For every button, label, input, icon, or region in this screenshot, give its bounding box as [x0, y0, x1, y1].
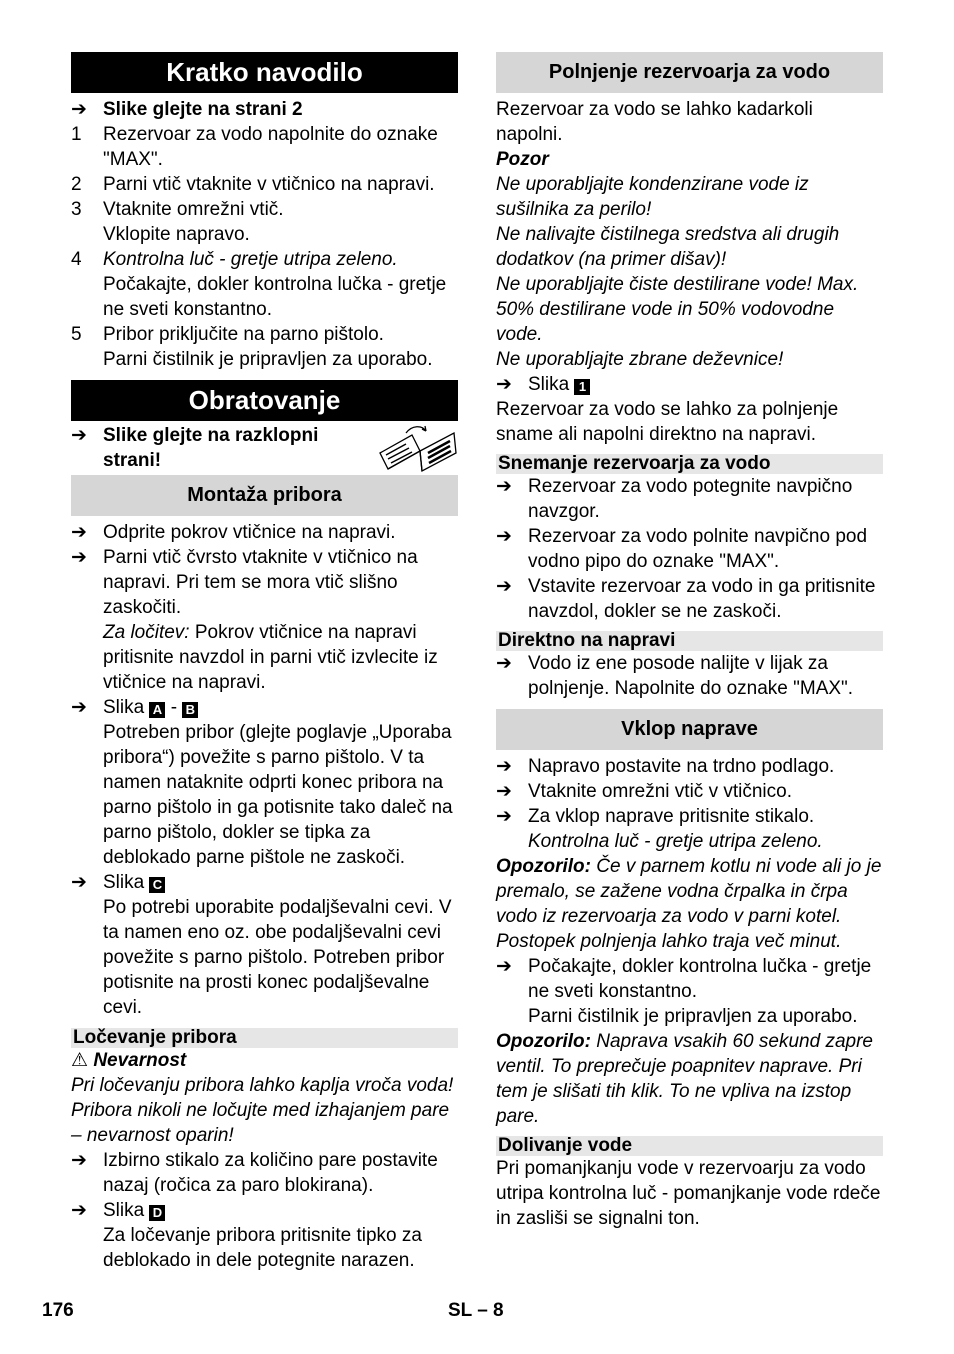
refill-text: Pri pomanjkanju vode v rezervoarju za vodo utripa kontrolna luč - pomanjkanje vode rdeče in zasliši se signalni ton.: [496, 1158, 881, 1229]
left-column: [71, 52, 458, 1273]
arrow-right-icon: ➔: [496, 526, 512, 547]
caution-line: Ne uporabljajte čiste destilirane vode! Max. 50% destilirane vode in 50% vodovodne vode.: [496, 274, 859, 345]
list-item: 2 Parni vtič vtaknite v vtičnico na napravi.: [71, 174, 435, 195]
arrow-right-icon: ➔: [71, 425, 87, 446]
list-item: ➔ Odprite pokrov vtičnice na napravi.: [71, 522, 396, 543]
warning-triangle-icon: ⚠: [71, 1050, 89, 1071]
heading-switch-on: Vklop naprave: [496, 709, 883, 750]
danger-label: ⚠ Nevarnost: [71, 1050, 187, 1071]
figure-label-c: C: [149, 877, 165, 893]
list-item: ➔ Rezervoar za vodo potegnite navpično navzgor.: [496, 476, 853, 522]
arrow-right-icon: ➔: [71, 697, 87, 718]
list-item: ➔ Vstavite rezervoar za vodo in ga pritisnite navzdol, dokler se ne zaskoči.: [496, 576, 876, 622]
op-see-figures: ➔ Slike glejte na razklopni strani!: [71, 423, 458, 475]
danger-text: Pri ločevanju pribora lahko kaplja vroča voda! Pribora nikoli ne ločujte med izhajanjem pare – nevarnost oparin!: [71, 1075, 454, 1146]
heading-remove-water-tank: Snemanje rezervoarja za vodo: [496, 454, 883, 474]
heading-accessory-mounting: Montaža pribora: [71, 475, 458, 516]
arrow-right-icon: ➔: [496, 576, 512, 597]
warning-note: Opozorilo: Naprava vsakih 60 sekund zapre ventil. To preprečuje poapnitev naprave. Pri tem je slišati tih klik. To ne vpliva na izstop pare.: [496, 1031, 873, 1127]
right-column: [496, 52, 883, 1231]
list-item: 3 Vtaknite omrežni vtič. Vklopite napravo.: [71, 199, 284, 245]
arrow-right-icon: ➔: [71, 522, 87, 543]
arrow-right-icon: ➔: [496, 653, 512, 674]
list-item: ➔ Parni vtič čvrsto vtaknite v vtičnico na napravi. Pri tem se mora vtič slišno zaskočiti. Za ločitev: Pokrov vtičnice na napravi pritisnite navzdol in parni vtič izvlecite iz vtičnice na napravi.: [71, 547, 438, 693]
figure-label-a: A: [149, 702, 165, 718]
fill-intro: Rezervoar za vodo se lahko kadarkoli napolni.: [496, 99, 813, 145]
arrow-right-icon: ➔: [71, 872, 87, 893]
list-item: 4 Kontrolna luč - gretje utripa zeleno. Počakajte, dokler kontrolna lučka - gretje ne sveti konstantno.: [71, 249, 447, 320]
list-item: ➔ Počakajte, dokler kontrolna lučka - gretje ne sveti konstantno. Parni čistilnik je pripravljen za uporabo.: [496, 956, 872, 1027]
arrow-right-icon: ➔: [71, 1200, 87, 1221]
list-item: ➔ Slika A - B Potreben pribor (glejte poglavje „Uporaba pribora“) povežite s parno pištolo. V ta namen nataknite odprti konec pribora na parno pištolo in ga potisnite tako daleč na parno pištolo, dokler se tipka za deblokado parne pištole ne zaskoči.: [71, 697, 453, 868]
list-item: ➔ Napravo postavite na trdno podlago.: [496, 756, 835, 777]
heading-fill-water-tank: Polnjenje rezervoarja za vodo: [496, 52, 883, 93]
list-item: ➔ Vodo iz ene posode nalijte v lijak za polnjenje. Napolnite do oznake "MAX".: [496, 653, 854, 699]
list-item: ➔ Za vklop naprave pritisnite stikalo. Kontrolna luč - gretje utripa zeleno.: [496, 806, 823, 852]
figure-label-1: 1: [574, 379, 590, 395]
heading-operation: Obratovanje: [71, 380, 458, 421]
arrow-right-icon: ➔: [496, 956, 512, 977]
arrow-right-icon: ➔: [496, 781, 512, 802]
arrow-right-icon: ➔: [496, 476, 512, 497]
heading-direct-on-device: Direktno na napravi: [496, 631, 883, 651]
list-item: ➔ Vtaknite omrežni vtič v vtičnico.: [496, 781, 792, 802]
caution-label: Pozor: [496, 149, 549, 170]
caution-line: Ne nalivajte čistilnega sredstva ali drugih dodatkov (na primer dišav)!: [496, 224, 840, 270]
figure-label-b: B: [182, 702, 198, 718]
arrow-right-icon: ➔: [71, 1150, 87, 1171]
caution-line: Ne uporabljajte kondenzirane vode iz sušilnika za perilo!: [496, 174, 809, 220]
arrow-right-icon: ➔: [71, 547, 87, 568]
heading-accessory-detach: Ločevanje pribora: [71, 1028, 458, 1048]
foldout-book-icon: [376, 423, 458, 475]
heading-refill-water: Dolivanje vode: [496, 1136, 883, 1156]
list-item: 5 Pribor priključite na parno pištolo. Parni čistilnik je pripravljen za uporabo.: [71, 324, 433, 370]
fill-text: Rezervoar za vodo se lahko za polnjenje sname ali napolni direktno na napravi.: [496, 399, 839, 445]
list-item: 1 Rezervoar za vodo napolnite do oznake "MAX".: [71, 124, 438, 170]
list-item: ➔ Slika 1: [496, 372, 883, 397]
page-number: 176: [42, 1300, 74, 1321]
list-item: ➔ Izbirno stikalo za količino pare postavite nazaj (ročica za paro blokirana).: [71, 1150, 438, 1196]
list-item: ➔ Slika C Po potrebi uporabite podaljševalni cevi. V ta namen eno oz. obe podaljševalni cevi povežite s parno pištolo. Potreben pribor potisnite na prosti konec podaljševalne cevi.: [71, 872, 452, 1018]
figure-label-d: D: [149, 1205, 165, 1221]
arrow-right-icon: ➔: [496, 756, 512, 777]
caution-line: Ne uporabljajte zbrane deževnice!: [496, 349, 784, 370]
heading-quick-guide: Kratko navodilo: [71, 52, 458, 93]
warning-note: Opozorilo: Če v parnem kotlu ni vode ali jo je premalo, se zažene vodna črpalka in črpa vodo iz rezervoarja za vodo v parni kotel. Postopek polnjenja lahko traja več minut.: [496, 856, 882, 952]
language-page: SL – 8: [448, 1300, 504, 1321]
list-item: ➔ Rezervoar za vodo polnite navpično pod vodno pipo do oznake "MAX".: [496, 526, 868, 572]
arrow-right-icon: ➔: [496, 806, 512, 827]
list-item: ➔ Slika D Za ločevanje pribora pritisnite tipko za deblokado in dele potegnite narazen.: [71, 1200, 422, 1271]
quick-see-figures: ➔ Slike glejte na strani 2: [71, 99, 303, 120]
arrow-right-icon: ➔: [71, 99, 87, 120]
arrow-right-icon: ➔: [496, 374, 512, 395]
